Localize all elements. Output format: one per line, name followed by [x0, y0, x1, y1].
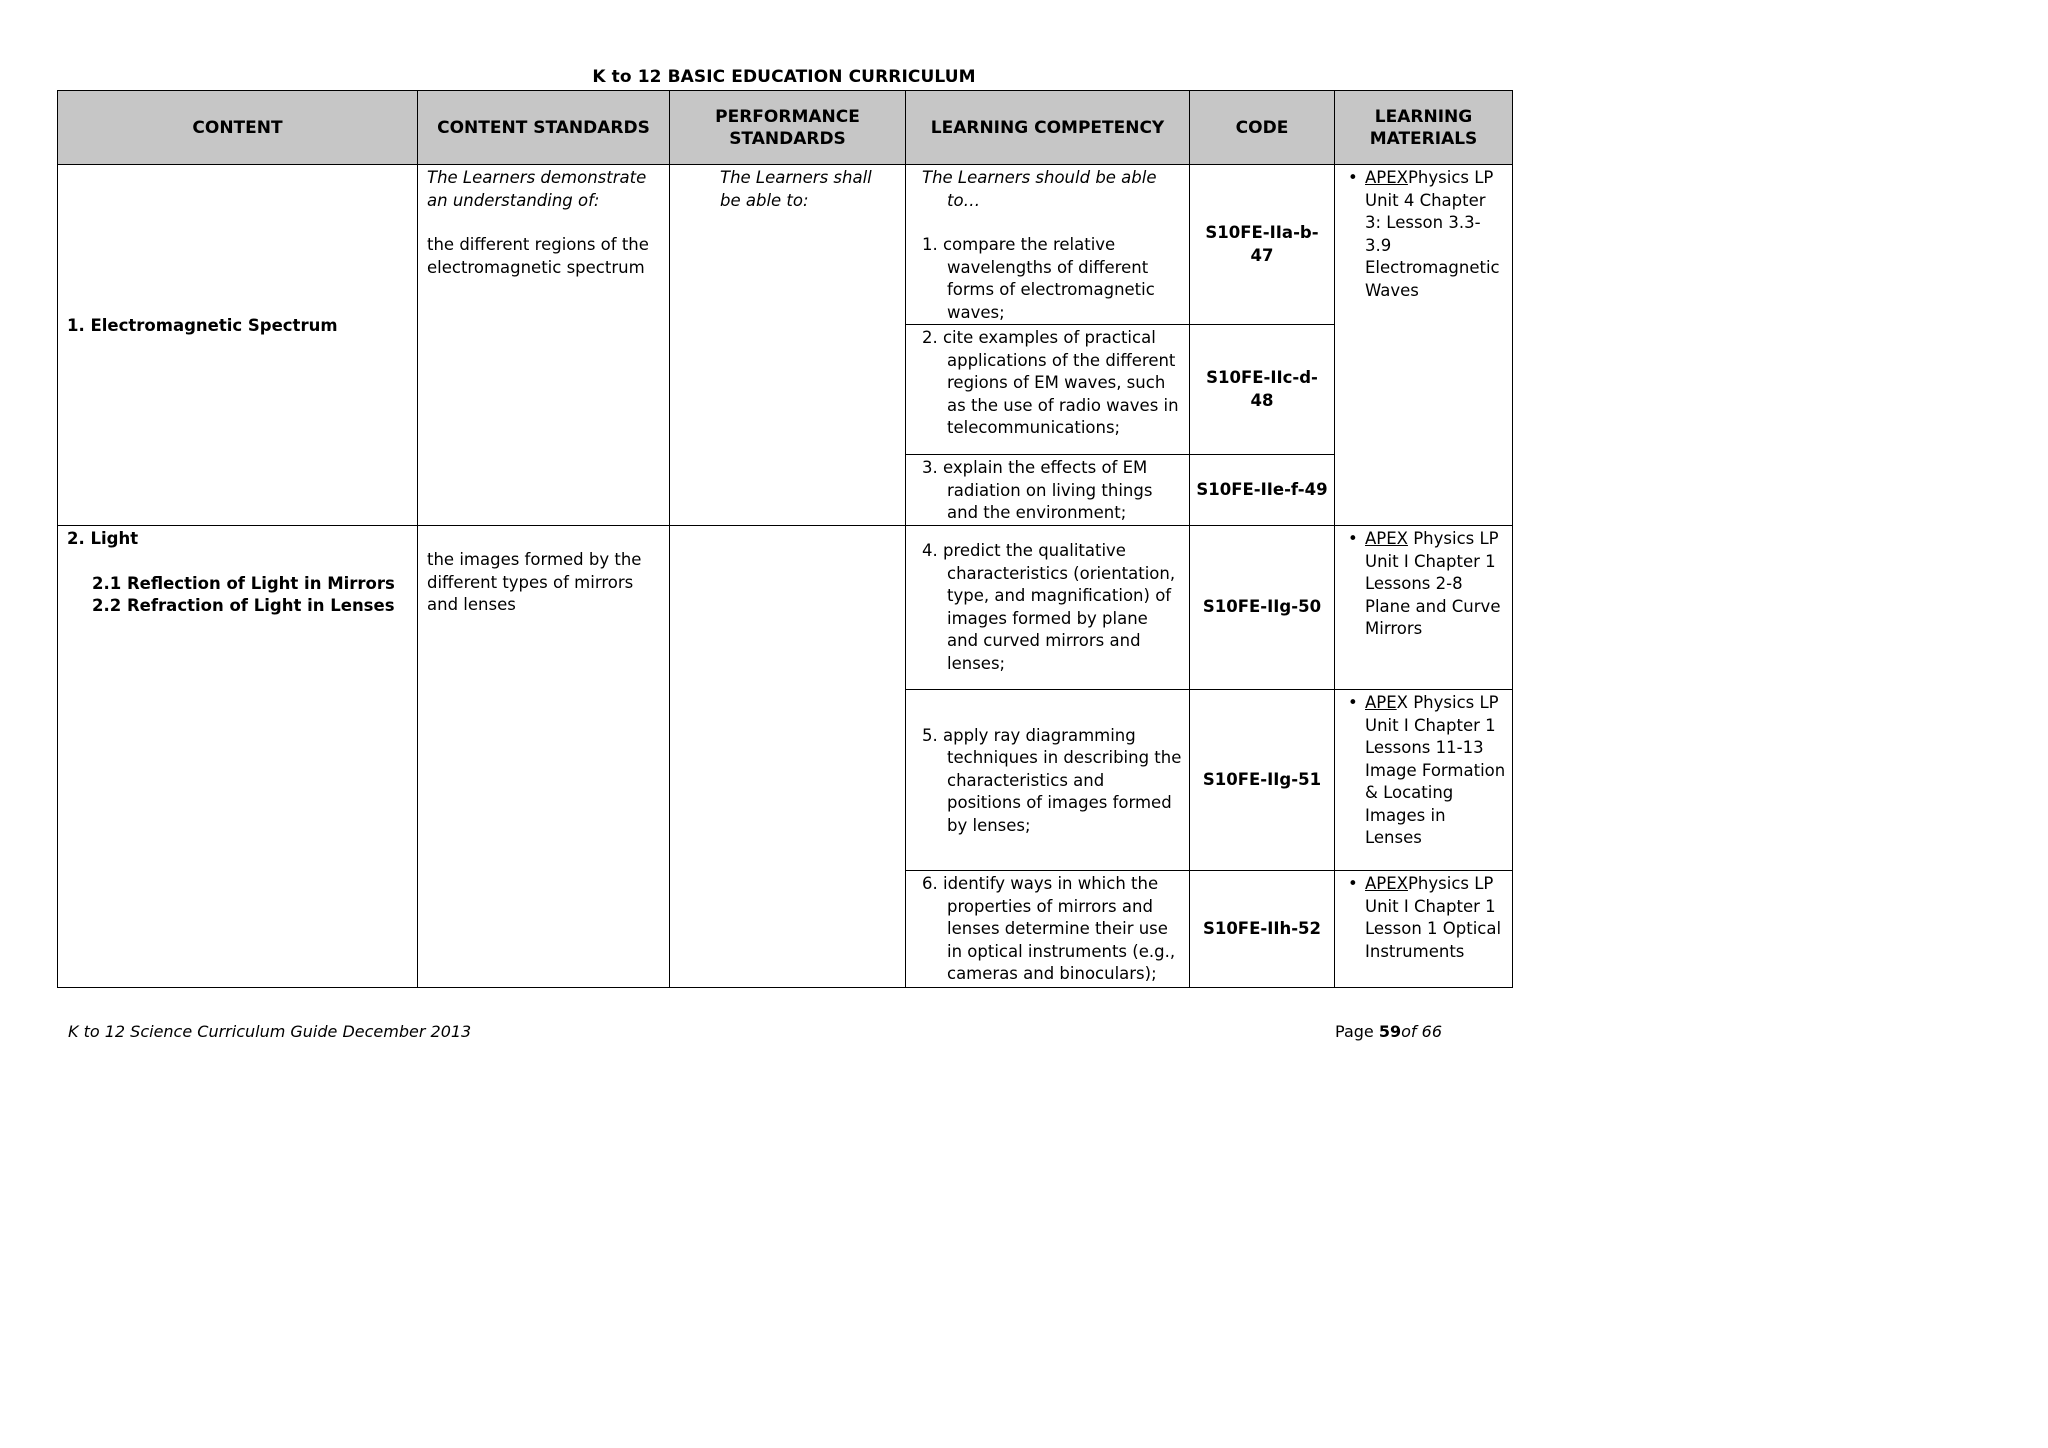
document-title: K to 12 BASIC EDUCATION CURRICULUM: [592, 67, 976, 87]
lc-intro: The Learners should be able to…: [922, 168, 1157, 210]
competency-text: 6. identify ways in which the properties of mirrors and lenses determine their use in optical instruments (e.g., cameras and binoculars);: [922, 874, 1176, 983]
code-cell: S10FE-IIc-d-48: [1190, 325, 1335, 455]
materials-cell: [1335, 165, 1513, 526]
material-item: [1365, 528, 1506, 641]
competency-cell: [906, 165, 1190, 325]
material-text: Physics LP Unit 4 Chapter 3: Lesson 3.3-3.9 Electromagnetic Waves: [1365, 168, 1500, 300]
code-cell: S10FE-IIe-f-49: [1190, 455, 1335, 526]
cs-text: the different regions of the electromagnetic spectrum: [427, 235, 649, 277]
material-apex: APEX: [1365, 529, 1408, 548]
cs-text: the images formed by the different types of mirrors and lenses: [427, 550, 642, 614]
header-code: CODE: [1190, 91, 1335, 165]
performance-standard-cell: [670, 165, 906, 526]
footer-page-number: [1335, 1022, 1442, 1041]
competency-text: 3. explain the effects of EM radiation on living things and the environment;: [922, 458, 1153, 522]
page-current: 59: [1378, 1022, 1402, 1041]
cs-intro: The Learners demonstrate an understanding of:: [427, 168, 647, 210]
footer-guide-label: K to 12 Science Curriculum Guide December 2013: [68, 1022, 472, 1041]
page-total: of 66: [1401, 1022, 1442, 1041]
code-cell: S10FE-IIh-52: [1190, 871, 1335, 988]
material-item: [1365, 873, 1506, 963]
page-prefix: Page: [1335, 1022, 1379, 1041]
content-cell-light: [58, 526, 418, 988]
competency-cell: [906, 325, 1190, 455]
header-content-standards: CONTENT STANDARDS: [418, 91, 670, 165]
curriculum-table: [57, 90, 1513, 988]
competency-cell: [906, 526, 1190, 690]
content-title: 1. Electromagnetic Spectrum: [67, 315, 338, 335]
code-cell: S10FE-IIa-b-47: [1190, 165, 1335, 325]
material-apex: APE: [1365, 693, 1397, 712]
competency-text: 2. cite examples of practical applications of the different regions of EM waves, such as the use of radio waves in telecommunications;: [922, 328, 1179, 437]
header-learning-competency: LEARNING COMPETENCY: [906, 91, 1190, 165]
competency-cell: [906, 690, 1190, 871]
material-text: Physics LP Unit I Chapter 1 Lesson 1 Optical Instruments: [1365, 874, 1502, 961]
material-text: X Physics LP Unit I Chapter 1 Lessons 11-13 Image Formation & Locating Images in Lenses: [1365, 693, 1506, 847]
header-row: [58, 91, 1513, 165]
competency-text: 1. compare the relative wavelengths of different forms of electromagnetic waves;: [922, 235, 1155, 322]
code-cell: S10FE-IIg-51: [1190, 690, 1335, 871]
materials-cell: [1335, 871, 1513, 988]
header-performance-standards: PERFORMANCE STANDARDS: [670, 91, 906, 165]
competency-cell: [906, 455, 1190, 526]
content-standard-cell: [418, 165, 670, 526]
content-subtopic: 2.1 Reflection of Light in Mirrors: [92, 573, 395, 593]
content-title: 2. Light: [67, 529, 139, 548]
content-subtopic: 2.2 Refraction of Light in Lenses: [92, 596, 395, 615]
competency-text: 5. apply ray diagramming techniques in describing the characteristics and positions of images formed by lenses;: [922, 725, 1182, 835]
performance-standard-cell: [670, 526, 906, 988]
header-learning-materials: LEARNING MATERIALS: [1335, 91, 1513, 165]
ps-intro: The Learners shall be able to:: [720, 168, 872, 210]
materials-cell: [1335, 690, 1513, 871]
table-row: [58, 526, 1513, 690]
material-item: [1365, 692, 1506, 850]
material-text: Physics LP Unit I Chapter 1 Lessons 2-8 Plane and Curve Mirrors: [1365, 529, 1501, 638]
competency-text: 4. predict the qualitative characteristics (orientation, type, and magnification) of images formed by plane and curved mirrors and lenses;: [922, 541, 1176, 673]
material-item: [1365, 167, 1506, 302]
header-content: CONTENT: [58, 91, 418, 165]
content-cell-em-spectrum: [58, 165, 418, 526]
code-cell: S10FE-IIg-50: [1190, 526, 1335, 690]
material-apex: APEX: [1365, 874, 1408, 893]
table-row: [58, 165, 1513, 325]
content-standard-cell: [418, 526, 670, 988]
material-apex: APEX: [1365, 168, 1408, 187]
competency-cell: [906, 871, 1190, 988]
materials-cell: [1335, 526, 1513, 690]
